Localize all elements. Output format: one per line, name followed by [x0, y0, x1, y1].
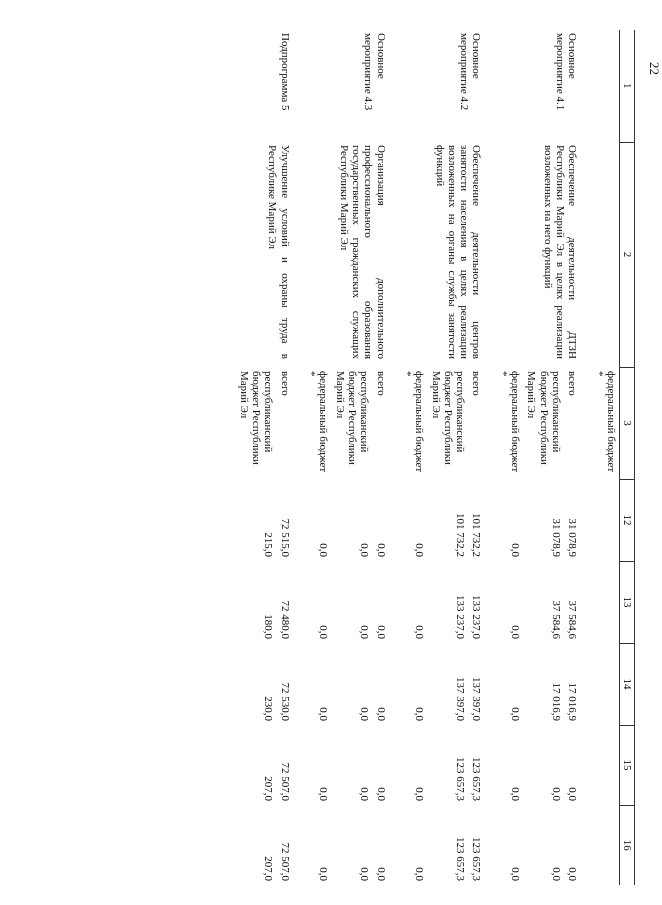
value-cell: 0,0 [509, 707, 522, 721]
table-row [276, 30, 302, 885]
value-cell: 0,0 [317, 707, 330, 721]
value-cell: 0,0 [566, 867, 579, 881]
value-cell: 0,0 [358, 867, 371, 881]
col-header: 13 [620, 561, 635, 643]
value-cell: 31 078,9 [550, 518, 563, 557]
value-cell: 72 507,0 [278, 762, 291, 801]
value-cell: 0,0 [317, 543, 330, 557]
value-cell [590, 479, 619, 561]
table-row [372, 30, 398, 885]
value-cell: 207,0 [262, 776, 275, 801]
value-cell: 123 657,3 [470, 757, 483, 801]
col-header: 14 [620, 643, 635, 725]
funding-source-cell: федеральный бюджет * [400, 371, 426, 473]
funding-source-cell: федеральный бюджет * [592, 371, 617, 473]
program-cell: Основное мероприятие 4.2 [458, 33, 483, 111]
value-cell: 0,0 [374, 707, 387, 721]
budget-table [236, 30, 636, 885]
program-cell: Основное мероприятие 4.3 [362, 33, 387, 111]
value-cell: 31 078,9 [566, 518, 579, 557]
value-cell: 0,0 [317, 625, 330, 639]
value-cell: 133 237,0 [470, 595, 483, 639]
program-cell: Основное мероприятие 4.1 [554, 33, 579, 111]
funding-source-cell: федеральный бюджет * [305, 371, 330, 473]
funding-source-cell: республиканский бюджет Республики Марий Эл [429, 371, 467, 465]
value-cell: 0,0 [358, 707, 371, 721]
funding-source-cell: республиканский бюджет Республики Марий Эл [237, 371, 275, 465]
value-cell: 0,0 [413, 625, 426, 639]
value-cell: 0,0 [509, 543, 522, 557]
value-cell: 0,0 [317, 867, 330, 881]
value-cell: 101 732,2 [470, 513, 483, 557]
funding-source-cell: всего [278, 371, 291, 396]
col-header: 1 [620, 30, 635, 142]
value-cell: 72 507,0 [278, 842, 291, 881]
value-cell: 17 016,9 [566, 682, 579, 721]
value-cell: 0,0 [358, 787, 371, 801]
description-cell [590, 142, 619, 367]
table-row [564, 30, 590, 885]
value-cell [590, 725, 619, 805]
value-cell: 0,0 [413, 543, 426, 557]
value-cell: 123 657,3 [470, 837, 483, 881]
col-header: 3 [620, 367, 635, 479]
description-cell: Улучшение условий и охраны труда в Республике Марий Эл [266, 145, 291, 359]
value-cell: 0,0 [358, 625, 371, 639]
col-header: 2 [620, 142, 635, 367]
value-cell: 180,0 [262, 614, 275, 639]
table-body [236, 30, 620, 885]
value-cell: 0,0 [413, 867, 426, 881]
value-cell: 0,0 [374, 543, 387, 557]
value-cell: 37 584,6 [566, 600, 579, 639]
value-cell: 17 016,9 [550, 682, 563, 721]
value-cell: 0,0 [509, 787, 522, 801]
table-row [590, 30, 619, 885]
value-cell: 72 480,0 [278, 600, 291, 639]
page-number: 22 [647, 62, 662, 75]
value-cell: 0,0 [566, 787, 579, 801]
value-cell: 72 530,0 [278, 682, 291, 721]
table-row [468, 30, 494, 885]
value-cell: 72 515,0 [278, 518, 291, 557]
value-cell: 207,0 [262, 856, 275, 881]
funding-source-cell: всего [470, 371, 483, 396]
value-cell [590, 805, 619, 885]
value-cell: 37 584,6 [550, 600, 563, 639]
program-cell [590, 30, 619, 142]
value-cell [590, 643, 619, 725]
value-cell: 0,0 [374, 787, 387, 801]
value-cell [590, 561, 619, 643]
value-cell: 0,0 [374, 867, 387, 881]
col-header: 12 [620, 479, 635, 561]
value-cell: 0,0 [509, 625, 522, 639]
description-cell: Обеспечение деятельности центров занятости населения в целях реализации возложенных на органы службы занятости функций [433, 145, 483, 359]
value-cell: 137 397,0 [454, 677, 467, 721]
description-cell: Обеспечение деятельности ДТЗН Республики Марий Эл в целях реализации возложенных на него функций [541, 145, 579, 359]
value-cell: 0,0 [413, 707, 426, 721]
value-cell: 0,0 [374, 625, 387, 639]
col-header: 15 [620, 725, 635, 805]
funding-source-cell: всего [566, 371, 579, 396]
value-cell: 0,0 [550, 867, 563, 881]
value-cell: 0,0 [317, 787, 330, 801]
value-cell: 133 237,0 [454, 595, 467, 639]
description-cell: Организация дополнительного профессионального образования государственных гражданских служащих Республики Марий Эл [337, 145, 387, 359]
funding-source-cell: республиканский бюджет Республики Марий Эл [333, 371, 371, 465]
funding-source-cell: федеральный бюджет * [496, 371, 522, 473]
value-cell: 137 397,0 [470, 677, 483, 721]
value-cell: 123 657,3 [454, 757, 467, 801]
funding-source-cell: республиканский бюджет Республики Марий Эл [525, 371, 563, 465]
value-cell: 101 732,2 [454, 513, 467, 557]
program-cell: Подпрограмма 5 [278, 33, 291, 111]
value-cell: 0,0 [550, 787, 563, 801]
rotated-table-container [15, 30, 635, 885]
value-cell: 230,0 [262, 696, 275, 721]
value-cell: 0,0 [358, 543, 371, 557]
funding-source-cell: всего [374, 371, 387, 396]
value-cell: 123 657,3 [454, 837, 467, 881]
header-row [620, 30, 635, 885]
value-cell: 215,0 [262, 532, 275, 557]
value-cell: 0,0 [413, 787, 426, 801]
value-cell: 0,0 [509, 867, 522, 881]
col-header: 16 [620, 805, 635, 885]
